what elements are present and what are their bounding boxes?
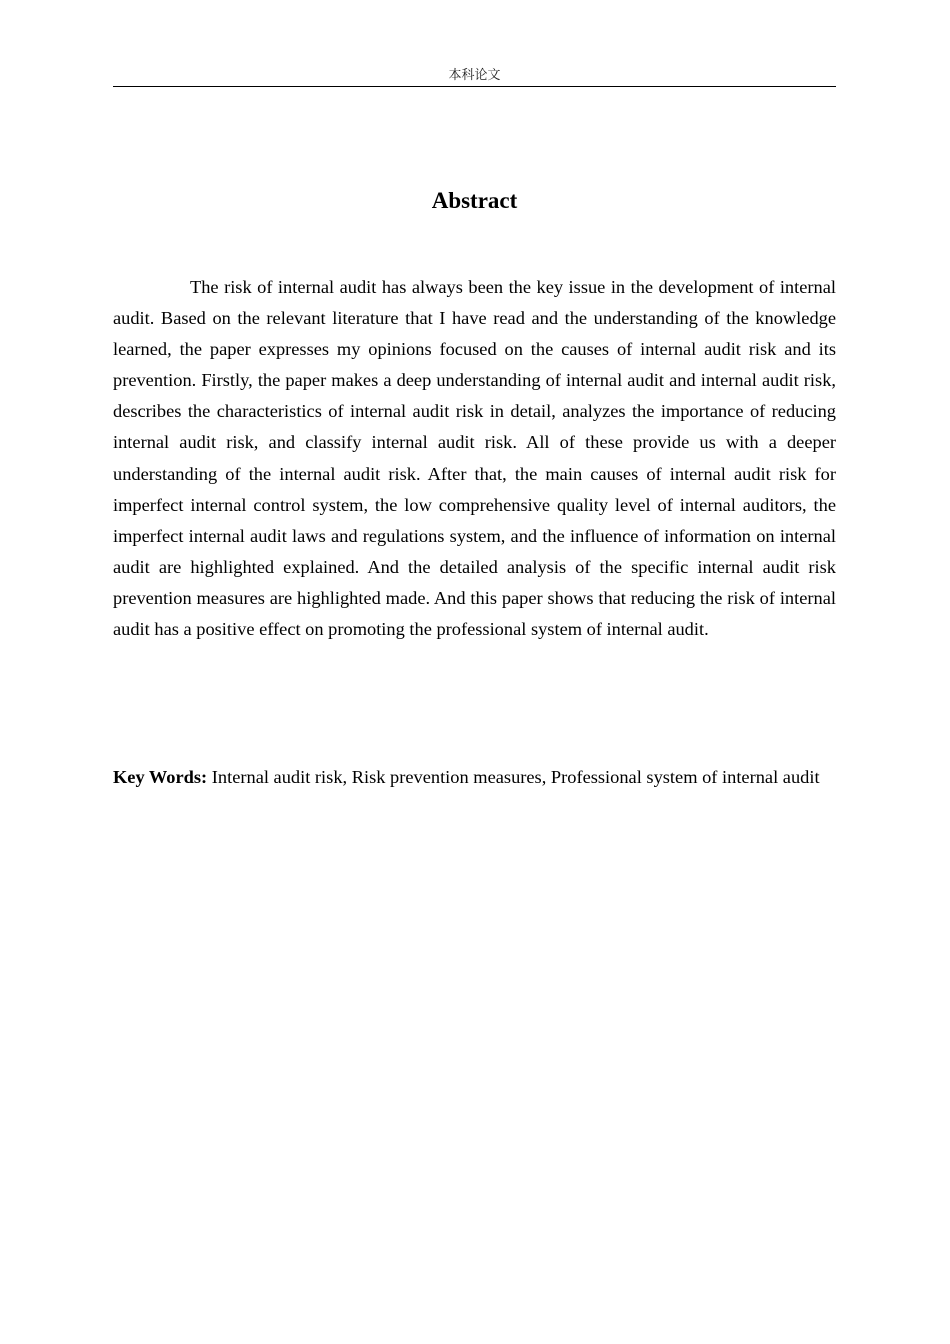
keywords-text: Internal audit risk, Risk prevention measures, Professional system of internal audit (211, 767, 820, 787)
keywords-label: Key Words: (113, 767, 208, 787)
page-header (113, 66, 836, 87)
abstract-body: The risk of internal audit has always been the key issue in the development of internal audit. Based on the relevant literature that I have read and the understanding of the knowledge learned, the paper expresses my opinions focused on the causes of internal audit risk and its prevention. Firstly, the paper makes a deep understanding of internal audit and internal audit risk, describes the characteristics of internal audit risk in detail, analyzes the importance of reducing internal audit risk, and classify internal audit risk. All of these provide us with a deeper understanding of the internal audit risk. After that, the main causes of internal audit risk for imperfect internal control system, the low comprehensive quality level of internal auditors, the imperfect internal audit laws and regulations system, and the influence of information on internal audit are highlighted explained. And the detailed analysis of the specific internal audit risk prevention measures are highlighted made. And this paper shows that reducing the risk of internal audit has a positive effect on promoting the professional system of internal audit. (113, 277, 836, 640)
header-text: 本科论文 (448, 68, 501, 83)
abstract-title: Abstract (431, 188, 518, 213)
keywords-paragraph (113, 762, 836, 793)
